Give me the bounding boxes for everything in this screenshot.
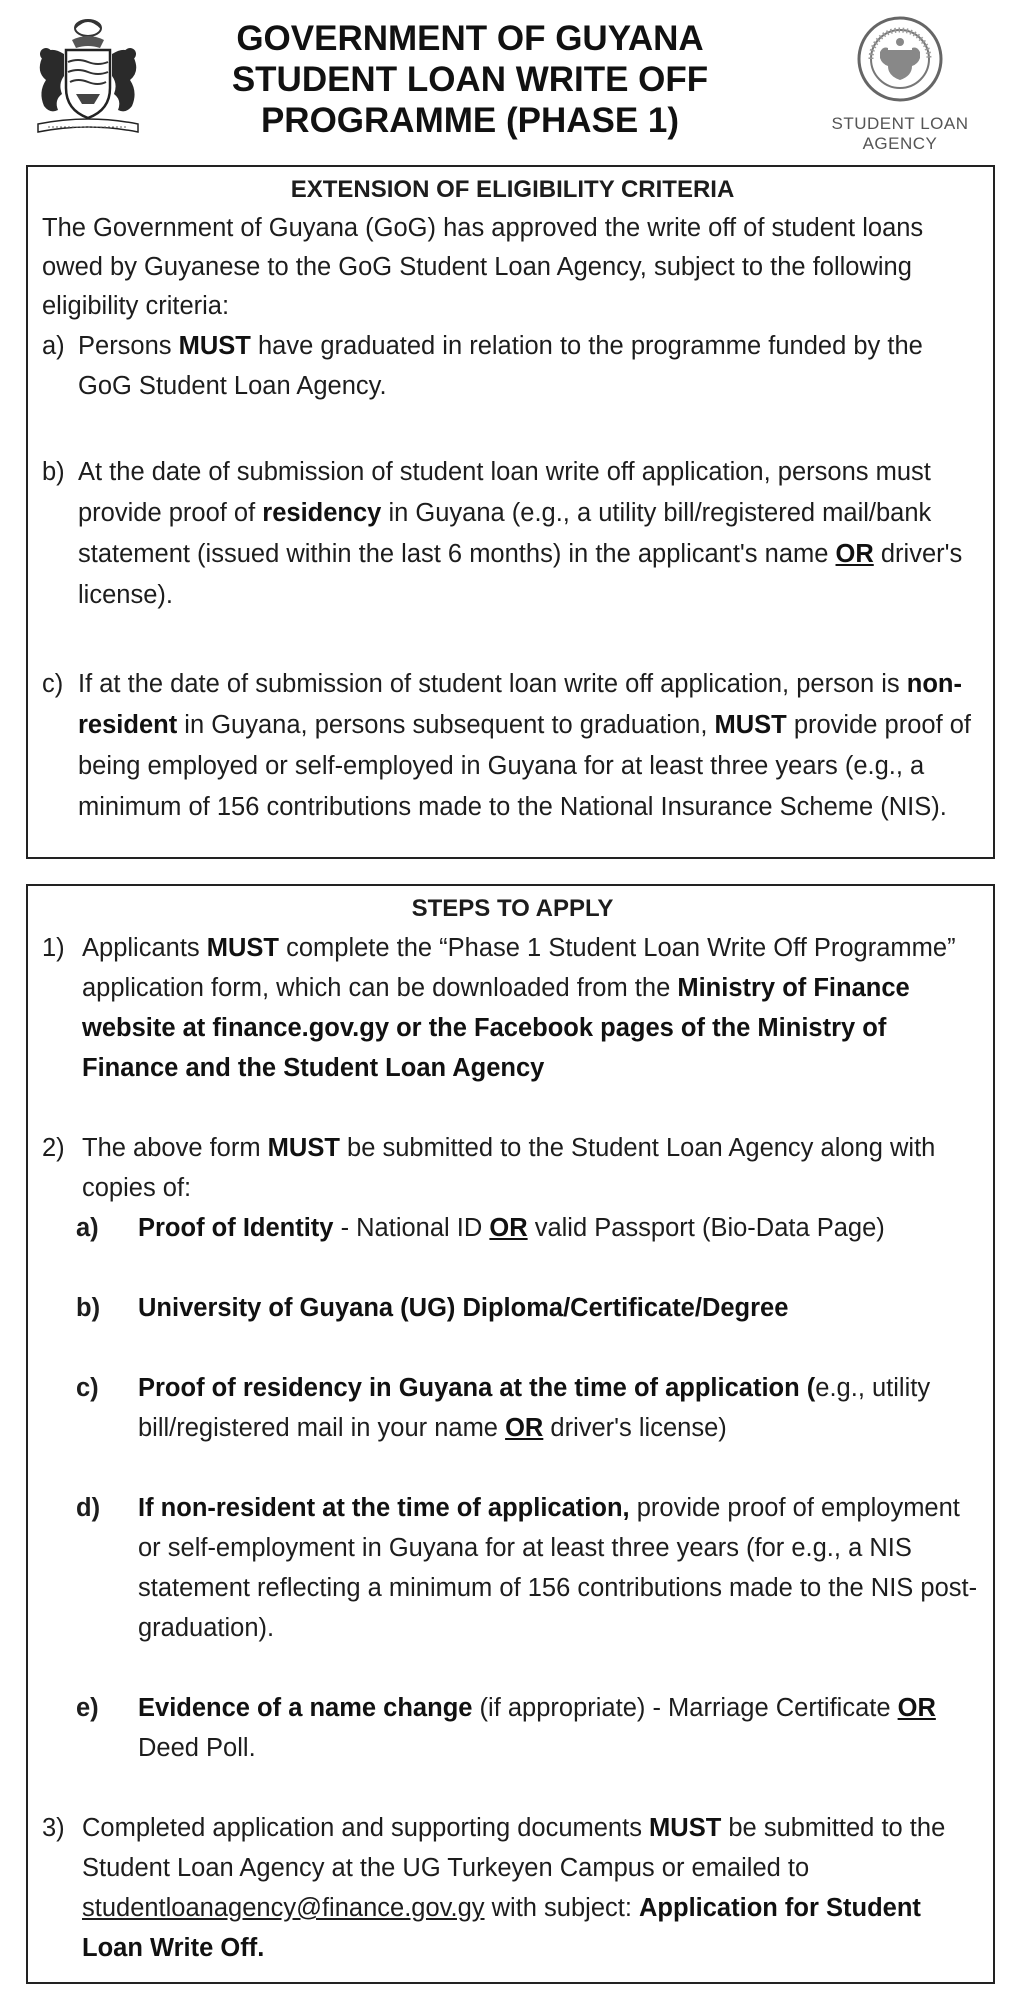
ministry-seal-icon (857, 16, 943, 102)
document-b (76, 1288, 983, 1328)
text: in Guyana, persons subsequent to graduation, (177, 711, 715, 739)
emphasis: residency (262, 499, 382, 527)
or-emphasis: OR (489, 1214, 528, 1242)
text: (if appropriate) - Marriage Certificate (472, 1694, 898, 1722)
eligibility-intro: The Government of Guyana (GoG) has approved the write off of student loans owed by Guyanese to the GoG Student Loan Agency, subject to the following eligibility criteria: (42, 214, 924, 320)
document-mark: d) (76, 1494, 101, 1522)
text: At the date of submission of student loan write off application, persons must provide proof of (78, 458, 931, 527)
criteria-mark: c) (42, 670, 64, 698)
coat-of-arms-icon (28, 14, 148, 140)
emphasis: MUST (267, 1134, 340, 1162)
text: be submitted to the Student Loan Agency at the UG Turkeyen Campus or emailed to (82, 1814, 946, 1882)
text: driver's license). (78, 540, 963, 609)
document-mark: b) (76, 1294, 101, 1322)
criteria-b (42, 452, 983, 616)
or-emphasis: OR (897, 1694, 936, 1722)
title-line-2: STUDENT LOAN WRITE OFF (231, 60, 709, 99)
text: in Guyana (e.g., a utility bill/registered mail/bank statement (issued within the last 6 months) in the applicant's name (78, 499, 932, 568)
emphasis: Proof of Identity (138, 1214, 334, 1242)
student-loan-agency-logo (815, 16, 985, 156)
criteria-mark: a) (42, 332, 65, 360)
text: - National ID (333, 1214, 490, 1242)
text: provide proof of employment or self-employment in Guyana for at least three years (for e.g., a NIS statement reflecting a minimum of 156 contributions made to the NIS post-graduation). (138, 1494, 978, 1642)
document-mark: c) (76, 1374, 99, 1402)
document-mark: a) (76, 1214, 99, 1242)
download-source: Ministry of Finance website at finance.gov.gy or the Facebook pages of the Ministry of Finance and the Student Loan Agency (82, 974, 910, 1082)
document-d (76, 1488, 983, 1648)
step-number: 2) (42, 1134, 65, 1162)
or-emphasis: OR (835, 540, 874, 568)
title-line-3: PROGRAMME (PHASE 1) (260, 101, 680, 140)
title-line-1: GOVERNMENT OF GUYANA (236, 19, 704, 58)
steps-heading: STEPS TO APPLY (411, 895, 614, 922)
agency-name (815, 114, 985, 154)
text: Persons (78, 332, 179, 360)
step-3 (42, 1808, 983, 1968)
document-c (76, 1368, 983, 1448)
text: complete the “Phase 1 Student Loan Write Off Programme” application form, which can be downloaded from the (82, 934, 956, 1002)
text: driver's license) (543, 1414, 727, 1442)
criteria-c (42, 664, 983, 828)
emphasis: MUST (178, 332, 251, 360)
emphasis: non-resident (78, 670, 962, 739)
emphasis: University of Guyana (UG) Diploma/Certificate/Degree (138, 1294, 789, 1322)
agency-line-2: AGENCY (862, 134, 938, 153)
step-2 (42, 1128, 983, 1208)
emphasis: Evidence of a name change (138, 1694, 473, 1722)
agency-line-1: STUDENT LOAN (831, 114, 969, 133)
eligibility-section (26, 165, 995, 859)
text: valid Passport (Bio-Data Page) (527, 1214, 885, 1242)
text: have graduated in relation to the programme funded by the GoG Student Loan Agency. (78, 332, 923, 400)
text: with subject: (484, 1894, 640, 1922)
step-number: 1) (42, 934, 65, 962)
email-subject: Application for Student Loan Write Off. (82, 1894, 921, 1962)
document-mark: e) (76, 1694, 99, 1722)
text: The above form (82, 1134, 268, 1162)
text: provide proof of being employed or self-employed in Guyana for at least three years (e.g., a minimum of 156 contributions made to the National Insurance Scheme (NIS). (78, 711, 972, 821)
criteria-mark: b) (42, 458, 65, 486)
text: e.g., utility bill/registered mail in your name (138, 1374, 931, 1442)
emphasis: MUST (714, 711, 787, 739)
or-emphasis: OR (505, 1414, 544, 1442)
text: be submitted to the Student Loan Agency along with copies of: (82, 1134, 936, 1202)
document-a (76, 1208, 983, 1248)
header (0, 0, 1023, 160)
page-title (200, 18, 740, 141)
emphasis: If non-resident at the time of application, (138, 1494, 630, 1522)
eligibility-heading: EXTENSION OF ELIGIBILITY CRITERIA (290, 176, 735, 203)
criteria-a (42, 326, 983, 406)
document-e (76, 1688, 983, 1768)
text: Completed application and supporting documents (82, 1814, 650, 1842)
text: If at the date of submission of student loan write off application, person is (78, 670, 907, 698)
emphasis: MUST (649, 1814, 722, 1842)
text: Deed Poll. (138, 1734, 256, 1762)
emphasis: MUST (206, 934, 279, 962)
emphasis: Proof of residency in Guyana at the time of application ( (138, 1374, 816, 1402)
step-1 (42, 928, 983, 1088)
email-link[interactable]: studentloanagency@finance.gov.gy (82, 1894, 485, 1922)
steps-section (26, 884, 995, 1984)
text: Applicants (82, 934, 207, 962)
step-number: 3) (42, 1814, 65, 1842)
